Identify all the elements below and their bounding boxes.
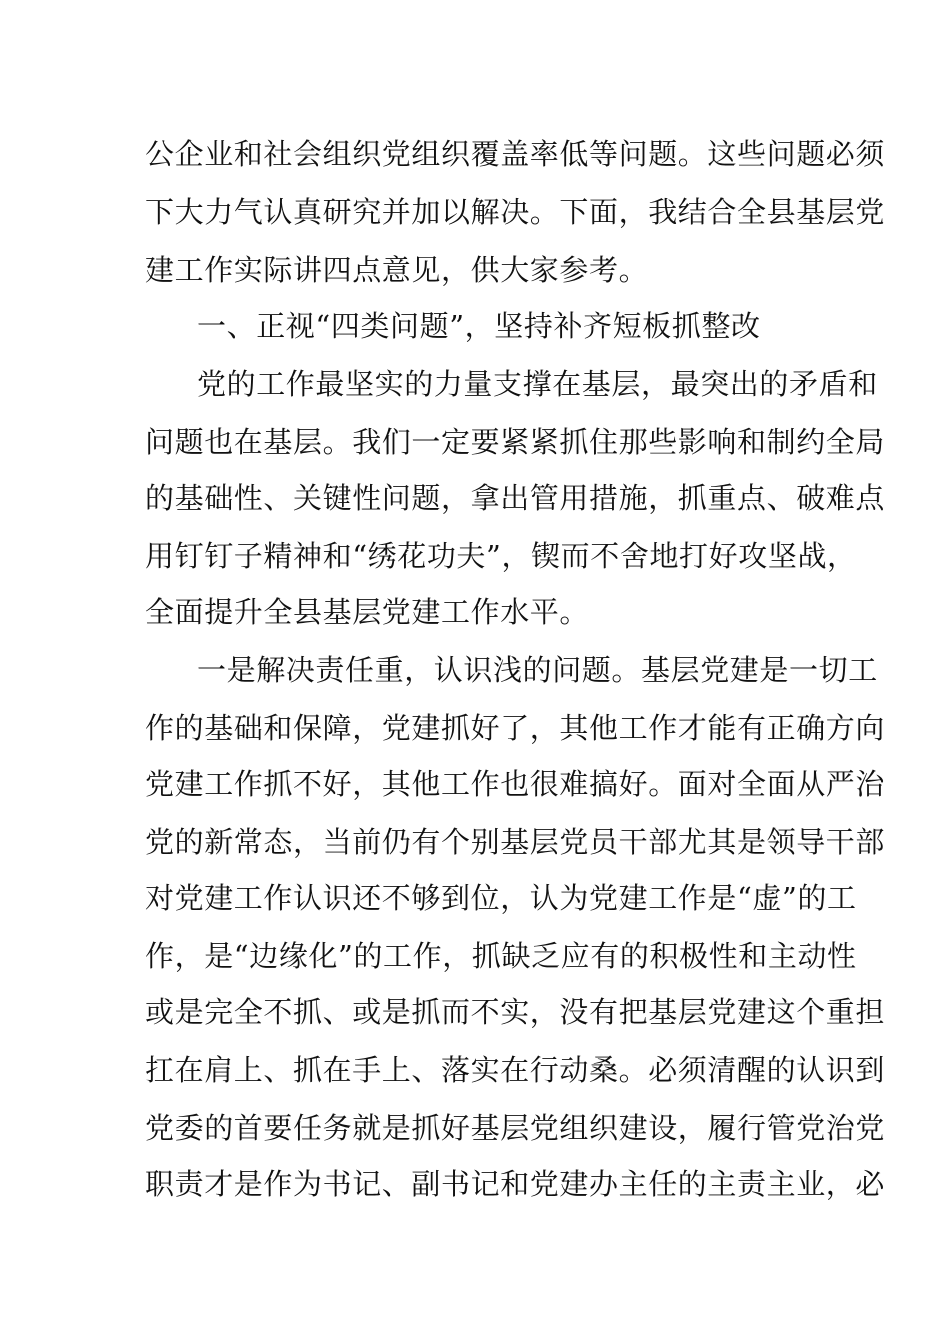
text-line: 建工作实际讲四点意见，供大家参考。 [145, 253, 649, 287]
text-line: 作，是“边缘化”的工作，抓缺乏应有的积极性和主动性 [145, 939, 857, 973]
text-line: 问题也在基层。我们一定要紧紧抓住那些影响和制约全局 [145, 425, 886, 459]
text-line: 公企业和社会组织党组织覆盖率低等问题。这些问题必须 [145, 137, 886, 171]
text-line: 作的基础和保障，党建抓好了，其他工作才能有正确方向 [145, 711, 886, 745]
text-line: 的基础性、关键性问题，拿出管用措施，抓重点、破难点 [145, 481, 886, 515]
text-line: 党委的首要任务就是抓好基层党组织建设，履行管党治党 [145, 1111, 886, 1145]
text-line: 一是解决责任重，认识浅的问题。基层党建是一切工 [197, 653, 878, 687]
text-line: 对党建工作认识还不够到位，认为党建工作是“虚”的工 [145, 881, 857, 915]
text-line: 职责才是作为书记、副书记和党建办主任的主责主业，必 [145, 1167, 886, 1201]
text-line: 扛在肩上、抓在手上、落实在行动桑。必须清醒的认识到 [145, 1053, 886, 1087]
text-line: 或是完全不抓、或是抓而不实，没有把基层党建这个重担 [145, 995, 886, 1029]
text-line: 用钉钉子精神和“绣花功夫”，锲而不舍地打好攻坚战， [145, 539, 857, 573]
section-heading: 一、正视“四类问题”，坚持补齐短板抓整改 [197, 309, 761, 343]
text-line: 党的新常态，当前仍有个别基层党员干部尤其是领导干部 [145, 825, 886, 859]
text-line: 党建工作抓不好，其他工作也很难搞好。面对全面从严治 [145, 767, 886, 801]
text-line: 全面提升全县基层党建工作水平。 [145, 595, 590, 629]
text-line: 下大力气认真研究并加以解决。下面，我结合全县基层党 [145, 195, 886, 229]
text-line: 党的工作最坚实的力量支撑在基层，最突出的矛盾和 [197, 367, 878, 401]
